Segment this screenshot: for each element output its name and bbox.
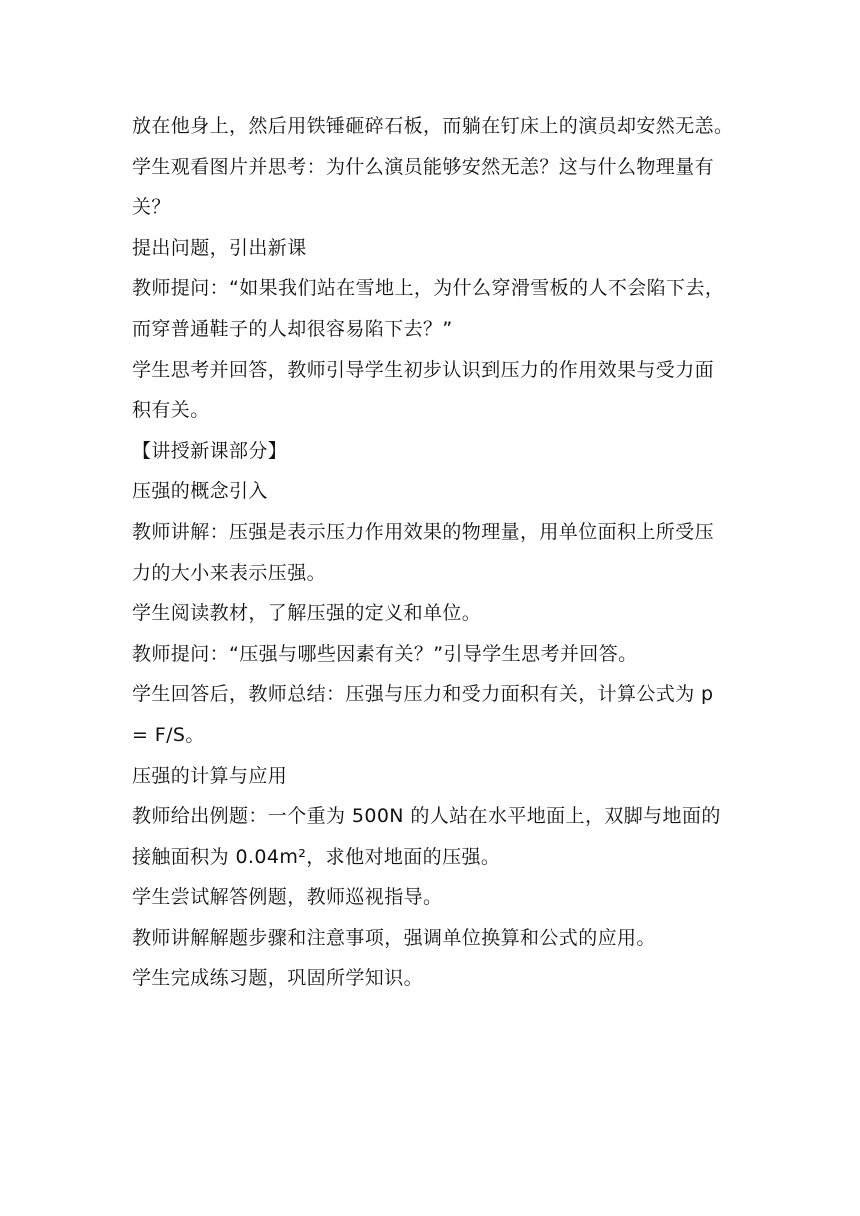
text-line: 接触面积为 0.04m²，求他对地面的压强。 — [132, 845, 501, 868]
text-line: 学生回答后，教师总结：压强与压力和受力面积有关，计算公式为 p — [132, 683, 714, 706]
text-line: 教师提问：“压强与哪些因素有关？”引导学生思考并回答。 — [132, 642, 638, 665]
text-line: 积有关。 — [132, 399, 210, 422]
text-line: 教师讲解：压强是表示压力作用效果的物理量，用单位面积上所受压 — [132, 520, 715, 543]
text-line: 学生尝试解答例题，教师巡视指导。 — [132, 886, 443, 909]
text-line: 教师提问：“如果我们站在雪地上，为什么穿滑雪板的人不会陷下去， — [132, 277, 725, 300]
text-line: 教师讲解解题步骤和注意事项，强调单位换算和公式的应用。 — [132, 926, 656, 949]
document-body — [132, 106, 732, 999]
text-line: 关？ — [132, 196, 171, 219]
subsection-heading: 压强的概念引入 — [132, 480, 268, 503]
text-line: 学生阅读教材，了解压强的定义和单位。 — [132, 602, 482, 625]
formula-line: = F/S。 — [132, 723, 205, 746]
text-line: 而穿普通鞋子的人却很容易陷下去？” — [132, 317, 453, 340]
text-line: 力的大小来表示压强。 — [132, 561, 327, 584]
text-line: 放在他身上，然后用铁锤砸碎石板，而躺在钉床上的演员却安然无恙。 — [132, 115, 734, 137]
text-line: 教师给出例题：一个重为 500N 的人站在水平地面上，双脚与地面的 — [132, 805, 721, 828]
text-line: 学生观看图片并思考：为什么演员能够安然无恙？这与什么物理量有 — [132, 155, 715, 178]
section-heading: 【讲授新课部分】 — [132, 439, 288, 462]
section-line: 提出问题，引出新课 — [132, 236, 307, 259]
text-line: 学生完成练习题，巩固所学知识。 — [132, 967, 424, 990]
subsection-heading: 压强的计算与应用 — [132, 764, 288, 787]
text-line: 学生思考并回答，教师引导学生初步认识到压力的作用效果与受力面 — [132, 358, 715, 381]
